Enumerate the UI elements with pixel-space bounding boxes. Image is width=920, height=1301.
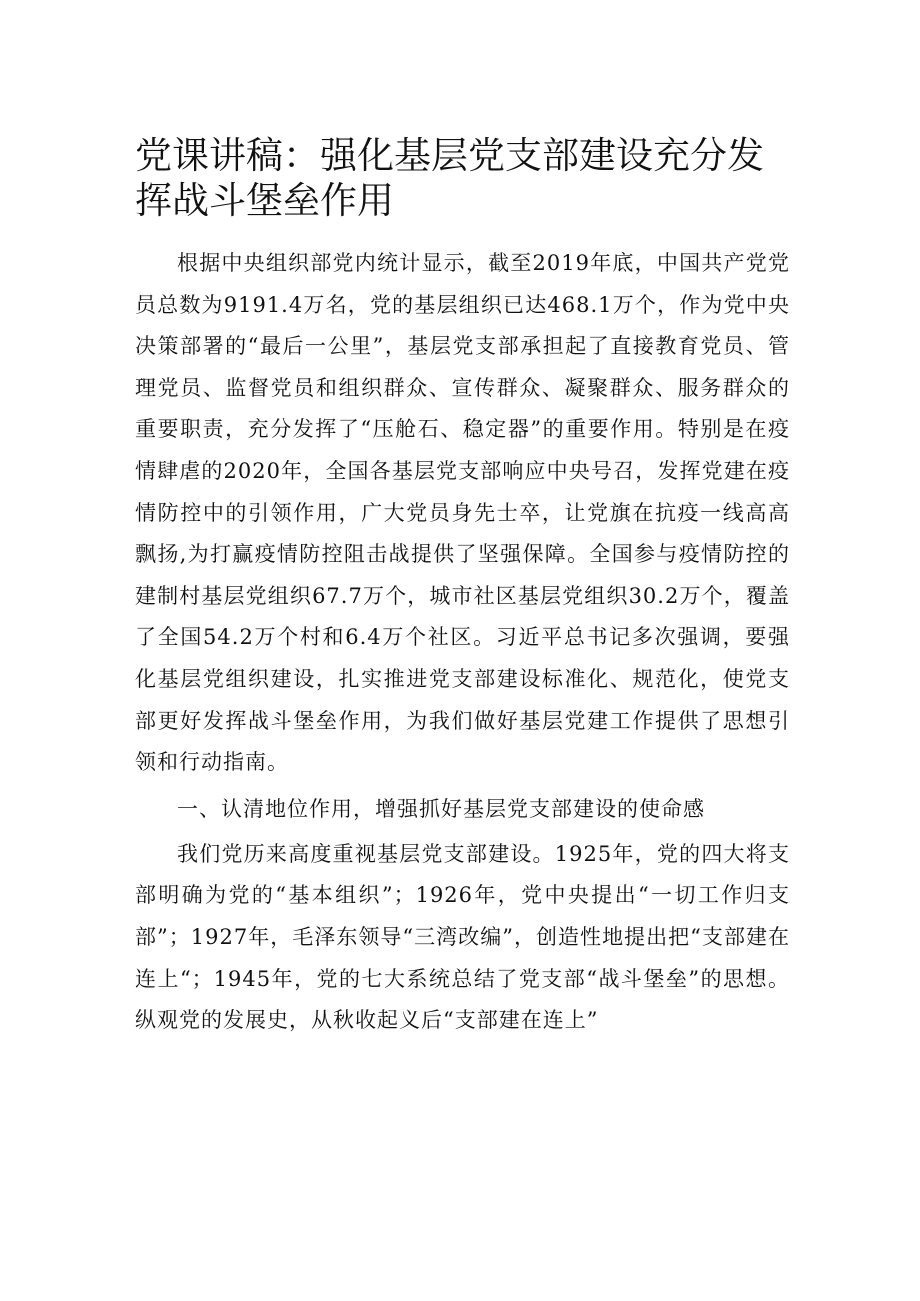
document-body [135,243,790,1042]
section-paragraph: 我们党历来高度重视基层党支部建设。1925年，党的四大将支部明确为党的“基本组织”；1926年，党中央提出“一切工作归支部”；1927年，毛泽东领导“三湾改编”，创造性地提出把“支部建在连上“；1945年，党的七大系统总结了党支部“战斗堡垒”的思想。纵观党的发展史，从秋收起义后“支部建在连上” [135,841,790,1033]
intro-paragraph: 根据中央组织部党内统计显示，截至2019年底，中国共产党党员总数为9191.4万名，党的基层组织已达468.1万个，作为党中央决策部署的“最后一公里”，基层党支部承担起了直接教育党员、管理党员、监督党员和组织群众、宣传群众、凝聚群众、服务群众的重要职责，充分发挥了“压舱石、稳定器”的重要作用。特别是在疫情肆虐的2020年，全国各基层党支部响应中央号召，发挥党建在疫情防控中的引领作用，广大党员身先士卒，让党旗在抗疫一线高高飘扬,为打赢疫情防控阻击战提供了坚强保障。全国参与疫情防控的建制村基层党组织67.7万个，城市社区基层党组织30.2万个，覆盖了全国54.2万个村和6.4万个社区。习近平总书记多次强调，要强化基层党组织建设，扎实推进党支部建设标准化、规范化，使党支部更好发挥战斗堡垒作用，为我们做好基层党建工作提供了思想引领和行动指南。 [135,251,790,775]
section-heading: 一、认清地位作用，增强抓好基层党支部建设的使命感 [177,796,705,821]
document-title: 党课讲稿：强化基层党支部建设充分发挥战斗堡垒作用 [135,134,764,222]
